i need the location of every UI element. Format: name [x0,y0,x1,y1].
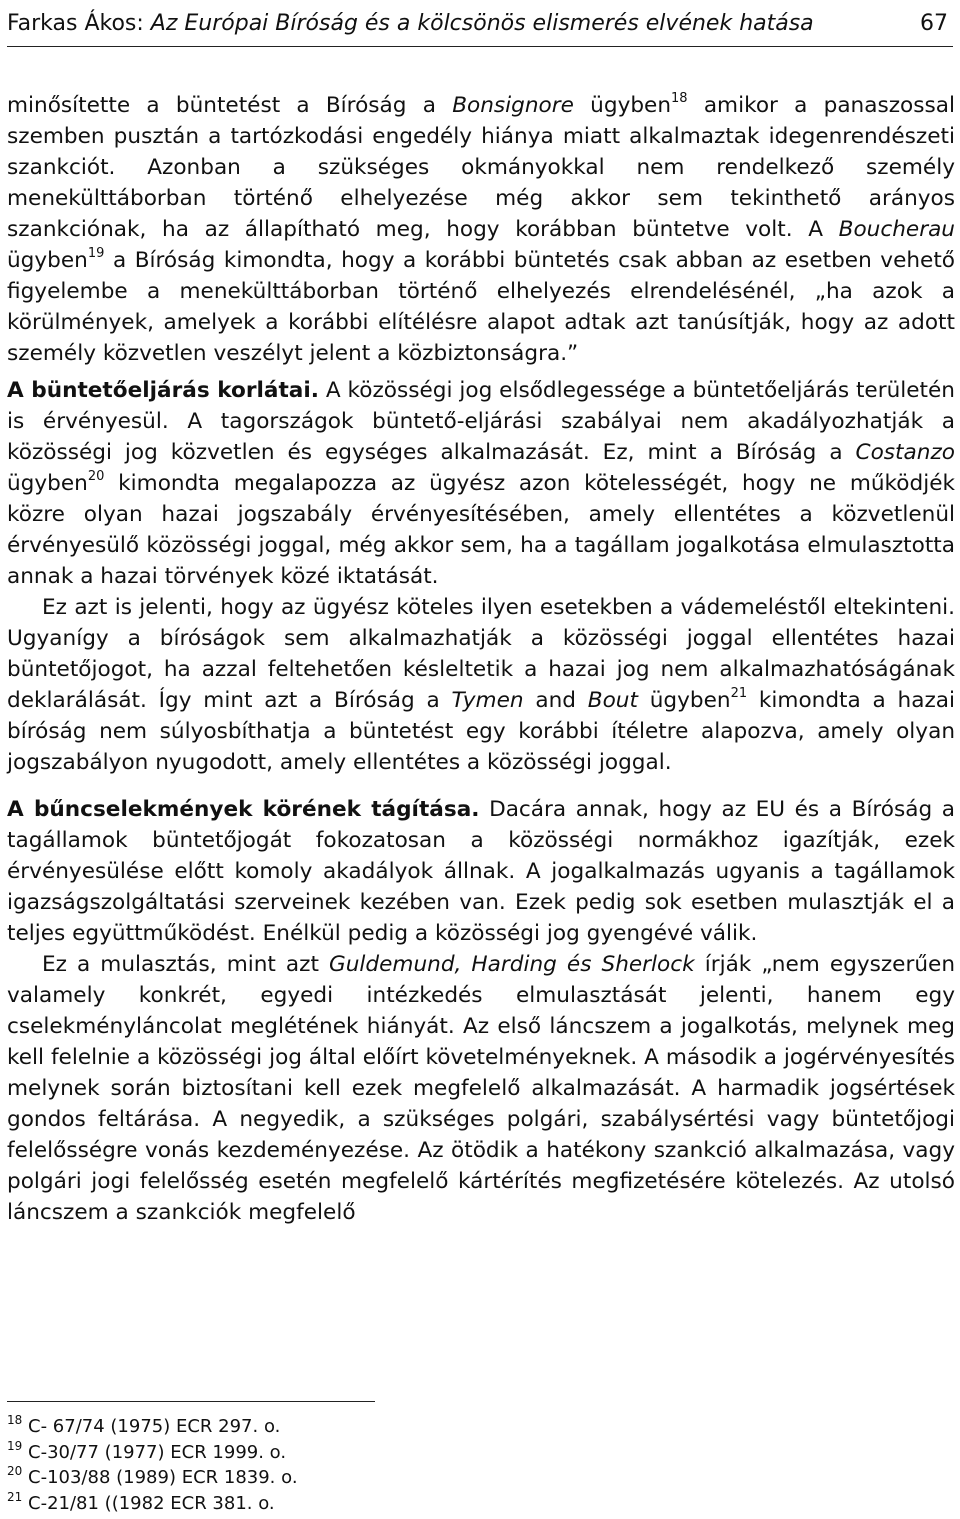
case-name: Bout [587,688,638,713]
footnote-text: C- 67/74 (1975) ECR 297. o. [28,1416,281,1437]
footnote-ref: 18 [671,91,688,106]
footnote-21 [7,1491,298,1517]
running-header [7,6,953,47]
footnote-text: C-21/81 ((1982 ECR 381. o. [28,1492,275,1514]
paragraph-3 [7,592,955,778]
header-title: Az Európai Bíróság és a kölcsönös elismerés elvének hatása [150,11,814,36]
text-run: amikor a panaszossal szemben pusztán a tartózkodási engedély hiánya miatt alkalmaztak idegenrendészeti szankciót. Azonban a szükséges okmányokkal nem rendelkező személy menekülttáborban történő elhelyezése még akkor sem tekinthető arányos szankciónak, ha az állapítható meg, hogy korábban büntetve volt. A [7,93,956,242]
case-name: Tymen [451,688,524,713]
header-author: Farkas Ákos: [7,11,144,36]
paragraph-5 [7,949,955,1228]
page-number: 67 [920,11,948,36]
footnote-text: C-30/77 (1977) ECR 1999. o. [28,1441,287,1463]
text-run: Ez a mulasztás, mint azt [42,952,329,977]
text-run: kimondta megalapozza az ügyész azon kötelességét, hogy ne működjék közre olyan hazai jogszabály érvényesítésében, amely ellentétes a közvetlenül érvényesülő közösségi joggal, még akkor sem, ha a tagállam jogalkotása elmulasztotta annak a hazai törvények közé iktatását. [7,471,955,589]
text-run: ügyben [7,248,88,273]
text-run: A közösségi jog elsődlegessége a büntetőeljárás területén is érvényesül. A tagországok büntető-eljárási szabályai nem akadályozhatják a közösségi jog közvetlen és egységes alkalmazását. Ez, mint a Bíróság a [7,378,955,465]
footnote-ref: 20 [87,469,105,484]
case-name: Boucherau [838,217,955,242]
footnote-number: 20 [7,1464,23,1478]
text-run: a Bíróság kimondta, hogy a korábbi büntetés csak abban az esetben vehető figyelembe a menekülttáborban történő elhelyezés elrendelésénél, „ha azok a körülmények, amelyek a korábbi elítélésre alapot adtak azt tanúsítják, hogy az adott személy közvetlen veszélyt jelent a közbiztonságra.” [7,248,955,366]
footnote-separator [7,1401,375,1402]
footnote-ref: 21 [730,686,748,701]
page-body [7,90,955,1228]
text-run: ügyben [7,471,88,496]
footnote-ref: 19 [87,246,105,261]
paragraph-4 [7,794,955,949]
case-name: Costanzo [855,440,955,465]
text-run: Ez azt is jelenti, hogy az ügyész köteles ilyen esetekben a vádemeléstől eltekinteni. Ugyanígy a bíróságok sem alkalmazhatják a közösségi joggal ellentétes hazai büntetőjogot, ha azzal feltehetően késleltetik a hazai jog nem alkalmazhatóságának deklarálását. Így mint azt a Bíróság a [7,595,955,713]
section-heading: A büntetőeljárás korlátai. [7,378,319,403]
case-name: Bonsignore [452,93,574,118]
text-run: Dacára annak, hogy az EU és a Bíróság a tagállamok büntetőjogát fokozatosan a közösségi normákhoz igazítják, ezek érvényesülése előtt komoly akadályok állnak. A jogalkalmazás ugyanis a tagállamok igazságszolgáltatási szerveinek kezében van. Ezek pedig sok esetben mulasztják el a teljes együttműködést. Enélkül pedig a közösségi jog gyengévé válik. [7,797,955,946]
author-names: Guldemund, Harding és Sherlock [329,952,695,977]
footnote-18 [7,1414,298,1440]
footnote-text: C-103/88 (1989) ECR 1839. o. [28,1467,298,1488]
footnote-number: 18 [7,1413,23,1427]
footnote-number: 19 [7,1438,23,1453]
header-title-line [7,9,814,39]
text-run: írják „nem egyszerűen valamely konkrét, egyedi intézkedés elmulasztását jelenti, hanem egy cselekményláncolat meglétének hiányát. Az első láncszem a jogalkotás, melynek meg kell felelnie a közösségi jog által előírt követelményeknek. A második a jogérvényesítés melynek során biztosítani kell ezek megfelelő alkalmazását. A harmadik jogsértések gondos feltárása. A negyedik, a szükséges polgári, szabálysértési vagy büntetőjogi felelősségre vonás kezdeményezése. Az ötödik a hatékony szankció alkalmazása, vagy polgári jogi felelősség esetén megfelelő kártérítés megfizetésére kötelezés. Az utolsó láncszem a szankciók megfelelő [7,952,955,1225]
paragraph-1 [7,90,955,369]
text-run: kimondta a hazai bíróság nem súlyosbíthatja a büntetést egy korábbi ítéletre alapozva, amely olyan jogszabályon nyugodott, amely ellentétes a közösségi joggal. [7,688,956,775]
text-run: and [523,688,588,713]
paragraph-2 [7,375,955,592]
text-run: ügyben [637,688,731,713]
footnotes [7,1414,298,1516]
text-run: ügyben [573,93,672,118]
footnote-number: 21 [7,1489,23,1504]
footnote-19 [7,1440,298,1466]
text-run: minősítette a büntetést a Bíróság a [7,93,453,118]
section-heading: A bűncselekmények körének tágítása. [7,797,480,822]
footnote-20 [7,1465,298,1491]
